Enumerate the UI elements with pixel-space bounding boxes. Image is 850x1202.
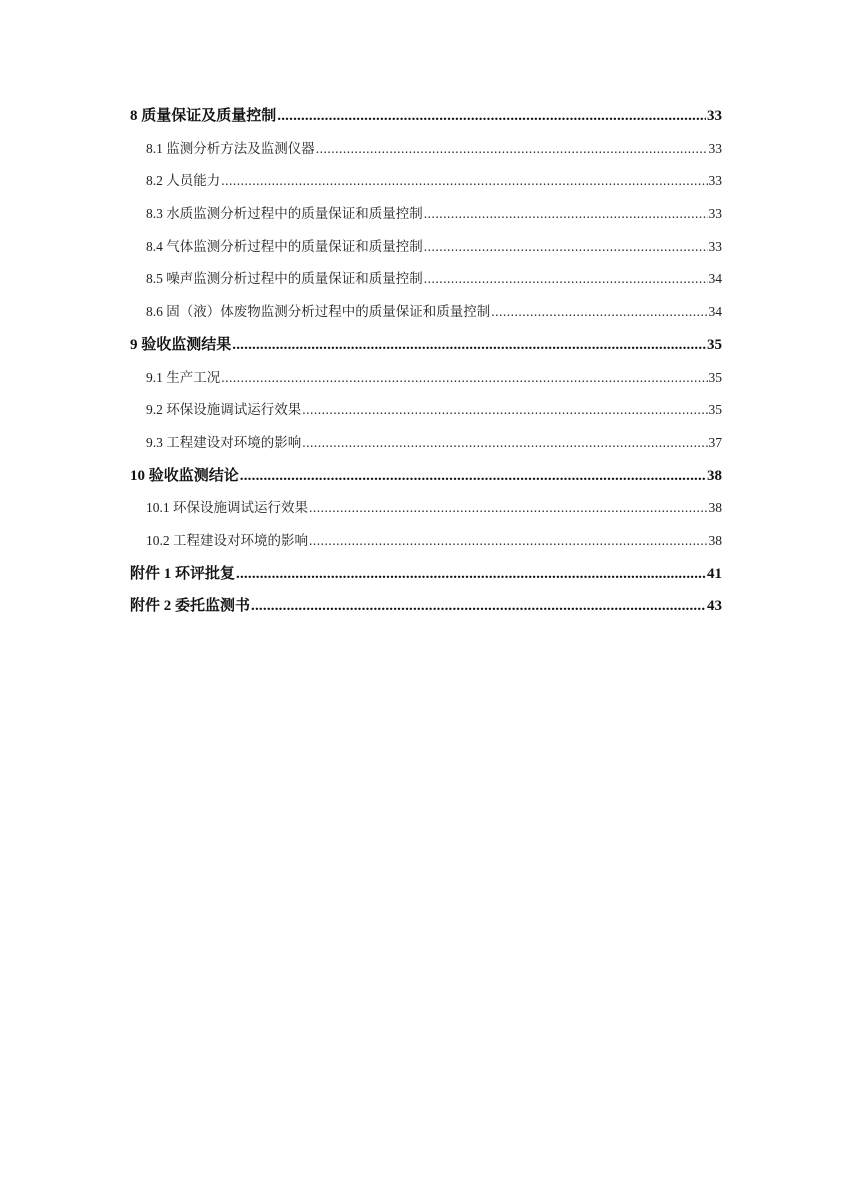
toc-entry[interactable] [130, 137, 722, 170]
dot-leader [424, 271, 708, 287]
toc-entry-page: 38 [707, 467, 722, 484]
toc-entry[interactable] [130, 169, 722, 202]
dot-leader [221, 370, 707, 386]
toc-entry-title: 8.2 人员能力 [146, 173, 221, 189]
dot-leader [302, 435, 707, 451]
dot-leader [309, 500, 708, 516]
toc-entry-page: 33 [708, 173, 722, 189]
toc-entry[interactable] [130, 431, 722, 464]
dot-leader [277, 108, 706, 125]
toc-entry[interactable] [130, 333, 722, 366]
toc-entry-page: 34 [708, 304, 722, 320]
toc-entry[interactable] [130, 300, 722, 333]
toc-entry[interactable] [130, 366, 722, 399]
toc-entry[interactable] [130, 562, 722, 595]
toc-entry-page: 37 [708, 434, 722, 450]
toc-entry[interactable] [130, 235, 722, 268]
dot-leader [251, 598, 706, 615]
toc-entry[interactable] [130, 104, 722, 137]
toc-entry-title: 8.1 监测分析方法及监测仪器 [146, 140, 315, 156]
toc-entry-title: 10.1 环保设施调试运行效果 [146, 500, 308, 516]
dot-leader [316, 141, 708, 157]
toc-entry-title: 8.4 气体监测分析过程中的质量保证和质量控制 [146, 238, 423, 254]
toc-entry[interactable] [130, 202, 722, 235]
toc-entry-page: 38 [708, 500, 722, 516]
toc-entry-page: 33 [708, 140, 722, 156]
toc-entry-page: 43 [707, 598, 722, 615]
dot-leader [491, 304, 707, 320]
toc-entry-page: 38 [708, 532, 722, 548]
dot-leader [302, 402, 707, 418]
toc-entry-page: 35 [707, 336, 722, 353]
table-of-contents [130, 104, 722, 627]
toc-entry-page: 33 [707, 108, 722, 124]
toc-entry-title: 9.3 工程建设对环境的影响 [146, 434, 302, 450]
toc-entry-title: 9.1 生产工况 [146, 369, 221, 385]
toc-entry-title: 10 验收监测结论 [130, 467, 239, 484]
dot-leader [221, 173, 707, 189]
dot-leader [424, 239, 708, 255]
toc-entry-title: 8.3 水质监测分析过程中的质量保证和质量控制 [146, 206, 423, 222]
dot-leader [240, 468, 706, 485]
dot-leader [309, 533, 708, 549]
toc-entry-page: 35 [708, 369, 722, 385]
toc-entry-title: 9.2 环保设施调试运行效果 [146, 402, 302, 418]
toc-entry[interactable] [130, 267, 722, 300]
toc-entry-title: 8.6 固（液）体废物监测分析过程中的质量保证和质量控制 [146, 304, 491, 320]
toc-entry[interactable] [130, 529, 722, 562]
toc-entry-page: 41 [707, 565, 722, 582]
toc-entry-page: 33 [708, 206, 722, 222]
toc-entry[interactable] [130, 464, 722, 497]
toc-entry-title: 10.2 工程建设对环境的影响 [146, 532, 308, 548]
toc-entry-page: 35 [708, 402, 722, 418]
dot-leader [232, 337, 706, 354]
toc-entry-title: 9 验收监测结果 [130, 336, 232, 353]
toc-entry-page: 34 [708, 271, 722, 287]
dot-leader [424, 206, 708, 222]
toc-entry-title: 附件 2 委托监测书 [130, 598, 251, 615]
toc-entry-page: 33 [708, 238, 722, 254]
toc-entry[interactable] [130, 398, 722, 431]
toc-entry[interactable] [130, 496, 722, 529]
toc-entry-title: 8.5 噪声监测分析过程中的质量保证和质量控制 [146, 271, 423, 287]
dot-leader [236, 566, 706, 583]
toc-entry[interactable] [130, 594, 722, 627]
toc-entry-title: 8 质量保证及质量控制 [130, 108, 277, 124]
toc-entry-title: 附件 1 环评批复 [130, 565, 236, 582]
